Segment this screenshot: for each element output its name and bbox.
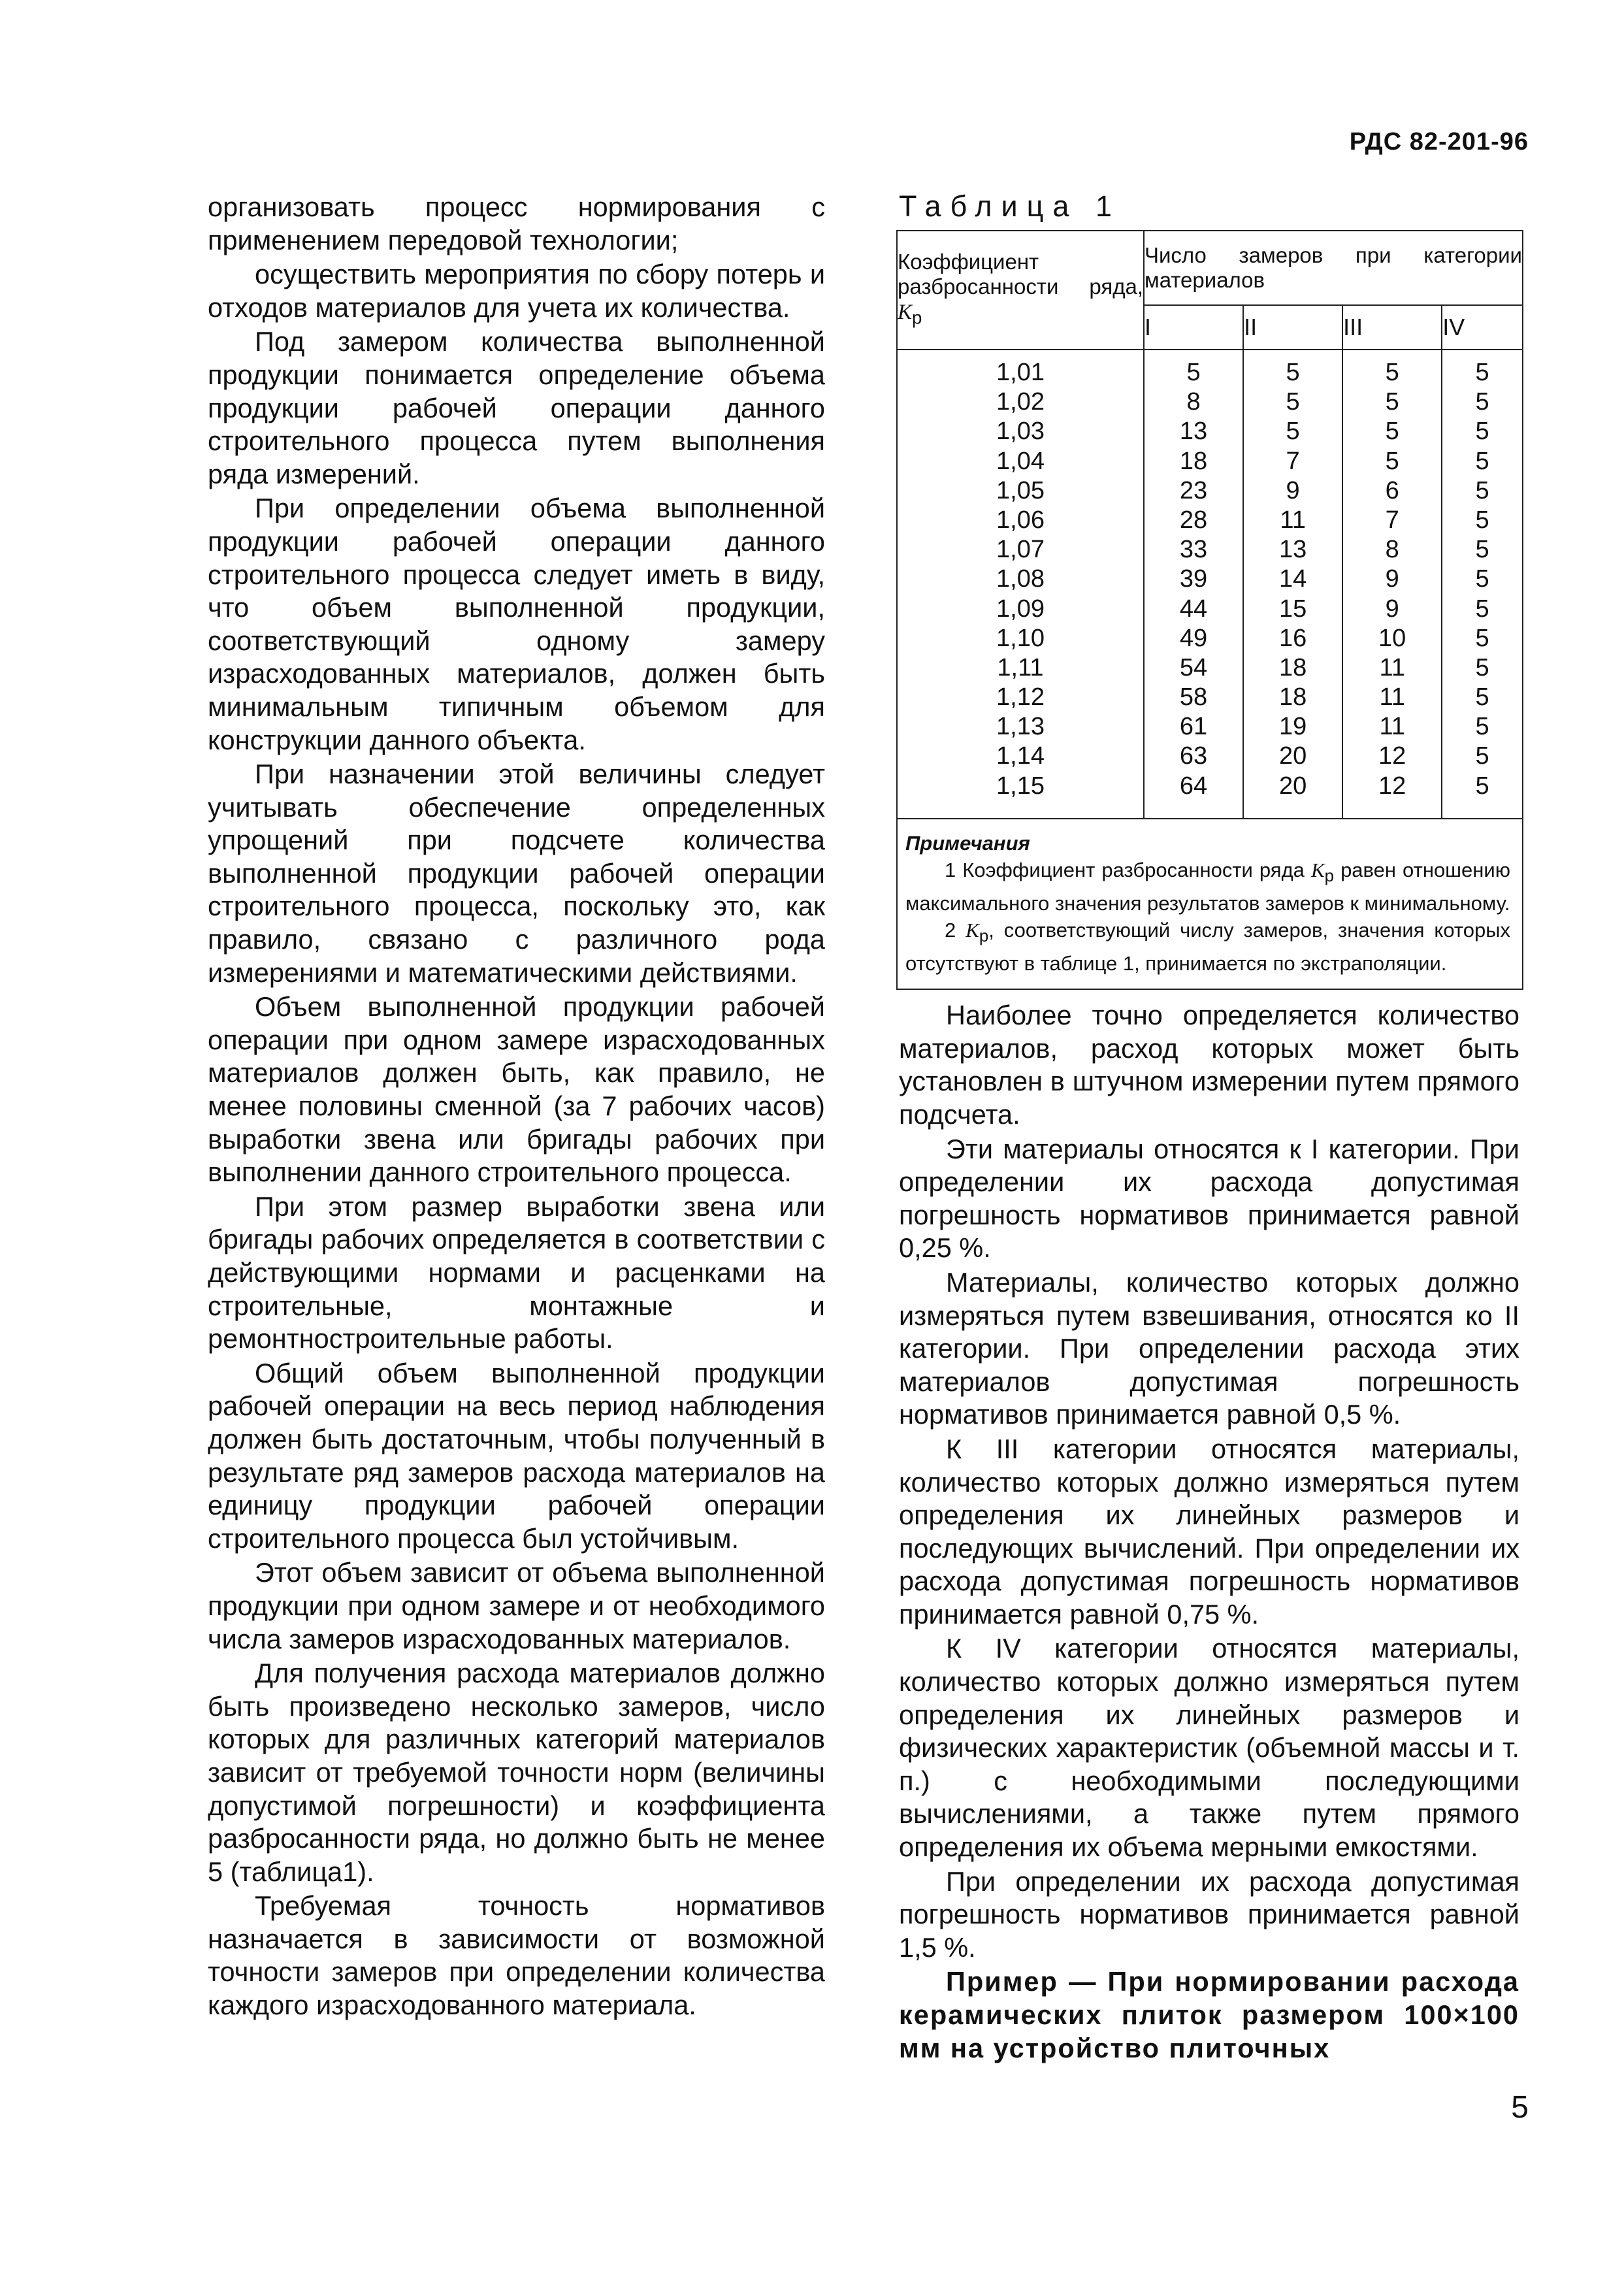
kp-subscript: р (1324, 867, 1335, 885)
table-cell: 1,06 (996, 506, 1045, 534)
table-cell: 63 (1179, 742, 1208, 770)
table-cell: 5 (1286, 359, 1300, 386)
table-cell: 5 (1475, 713, 1489, 741)
note-text: 1 Коэффициент разбросанности ряда (945, 858, 1305, 881)
table-cell: 1,08 (996, 565, 1045, 593)
table-cell: 11 (1379, 653, 1405, 681)
paragraph: Для получения расхода материалов должно быть произведено несколько замеров, число которых для различных категорий материалов зависит от требуемой точности норм (величины допустимой погрешности) и коэффициента разбросанности ряда, но должно быть не менее 5 (таблица1). (208, 1658, 825, 1887)
paragraph: К III категории относятся материалы, количество которых должно измеряться путем определения их линейных размеров и последующих вычислений. При определении их расхода допустимая погрешность нормативов принимается равной 0,75 %. (899, 1433, 1519, 1630)
table-cell: 5 (1475, 476, 1489, 504)
table-header-category: IV (1442, 305, 1523, 350)
table-cell: 5 (1475, 624, 1489, 652)
paragraph: организовать процесс нормирования с применением передовой технологии; (208, 191, 825, 255)
table-cell: 1,01 (996, 359, 1045, 386)
table-cell: 5 (1475, 447, 1489, 475)
table-cell: 39 (1179, 565, 1208, 593)
table-cell: 20 (1278, 742, 1307, 770)
right-text-column (898, 189, 1522, 2066)
paragraph: При определении их расхода допустимая погрешность нормативов принимается равной 1,5 %. (899, 1865, 1519, 1963)
table-cell: 1,04 (996, 447, 1045, 475)
paragraph: Наиболее точно определяется количество материалов, расход которых может быть установлен в штучном измерении путем прямого подсчета. (899, 1000, 1519, 1130)
table-column-kp (897, 350, 1144, 819)
table-cell: 5 (1186, 359, 1201, 386)
table-cell: 1,11 (997, 653, 1044, 681)
note-1 (905, 857, 1510, 917)
paragraph: Общий объем выполненной продукции рабочей операции на весь период наблюдения должен быть достаточным, чтобы полученный в результате ряд замеров расхода материалов на единицу продукции рабочей операции строительного процесса был устойчивым. (208, 1357, 825, 1554)
table-cell: 5 (1475, 683, 1489, 712)
table-cell: 8 (1186, 388, 1201, 416)
table-cell: 5 (1475, 565, 1489, 593)
table-cell: 10 (1378, 624, 1406, 652)
table-column-cat-i (1144, 350, 1243, 819)
table-cell: 5 (1475, 388, 1489, 416)
table-cell: 1,10 (996, 624, 1045, 652)
note-text: равен отношению максимального значения результатов замеров к минимальному. (905, 858, 1510, 915)
paragraph: К IV категории относятся материалы, количество которых должно измеряться путем определения их линейных размеров и физических характеристик (объемной массы и т. п.) с необходимыми последующими вычислениями, а также путем прямого определения их объема мерными емкостями. (899, 1633, 1519, 1863)
table-column-cat-iii (1342, 350, 1442, 819)
example-paragraph: Пример — При нормировании расхода керамических плиток размером 100×100 мм на устройство плиточных (899, 1966, 1519, 2063)
table-cell: 18 (1278, 653, 1307, 681)
table-cell: 1,07 (996, 536, 1045, 564)
kp-symbol: K (898, 301, 913, 325)
table-cell: 5 (1385, 447, 1399, 475)
table-cell: 16 (1278, 624, 1307, 652)
kp-symbol: K (966, 919, 979, 942)
note-text: , соответствующий числу замеров, значения которых отсутствуют в таблице 1, принимается по экстраполяции. (905, 919, 1511, 975)
table-cell: 1,09 (996, 595, 1045, 623)
document-code: РДС 82-201-96 (1349, 128, 1529, 156)
table-cell: 19 (1278, 713, 1307, 741)
paragraph: осуществить мероприятия по сбору потерь и отходов материалов для учета их количества. (208, 259, 825, 323)
notes-title: Примечания (905, 831, 1030, 855)
table-notes (897, 819, 1523, 989)
table-cell: 54 (1179, 653, 1208, 681)
table-header-category: III (1342, 305, 1442, 350)
note-2 (905, 917, 1510, 977)
paragraph: Под замером количества выполненной продукции понимается определение объема продукции рабочей операции данного строительного процесса путем выполнения ряда измерений. (208, 326, 825, 489)
table-cell: 44 (1179, 595, 1208, 623)
page-number: 5 (1511, 2090, 1529, 2125)
table-cell: 18 (1179, 447, 1208, 475)
table-cell: 7 (1286, 447, 1300, 475)
table-cell: 5 (1475, 653, 1489, 681)
table-cell: 6 (1385, 476, 1399, 504)
table-cell: 11 (1379, 683, 1405, 712)
paragraph: Объем выполненной продукции рабочей операции при одном замере израсходованных материалов должен быть, как правило, не менее половины сменной (за 7 рабочих часов) выработки звена или бригады рабочих при выполнении данного строительного процесса. (208, 991, 825, 1188)
table-cell: 33 (1179, 536, 1208, 564)
table-cell: 5 (1475, 772, 1489, 800)
table-cell: 5 (1385, 418, 1399, 446)
coefficient-table (896, 230, 1523, 990)
table-cell: 5 (1475, 595, 1489, 623)
table-cell: 1,03 (996, 418, 1045, 446)
kp-subscript: р (979, 927, 989, 946)
table-header-category: I (1144, 305, 1243, 350)
table-cell: 18 (1278, 683, 1307, 712)
table-cell: 64 (1179, 772, 1208, 800)
kp-subscript: р (912, 307, 922, 328)
table-cell: 28 (1179, 506, 1208, 534)
table-column-cat-iv (1442, 350, 1523, 819)
table-cell: 1,14 (996, 742, 1045, 770)
table-cell: 12 (1378, 742, 1406, 770)
table-cell: 1,12 (996, 683, 1045, 712)
paragraph: Эти материалы относятся к I категории. При определении их расхода допустимая погрешность нормативов принимается равной 0,25 %. (899, 1133, 1519, 1264)
table-cell: 5 (1475, 742, 1489, 770)
note-text: 2 (945, 919, 956, 942)
table-cell: 23 (1179, 476, 1208, 504)
table-cell: 61 (1179, 713, 1208, 741)
table-cell: 11 (1379, 713, 1405, 741)
table-cell: 5 (1475, 506, 1489, 534)
table-cell: 9 (1385, 595, 1399, 623)
table-header-group: Число замеров при категории материалов (1144, 231, 1523, 305)
table-cell: 58 (1179, 683, 1208, 712)
table-cell: 12 (1378, 772, 1406, 800)
paragraph: При определении объема выполненной продукции рабочей операции данного строительного процесса следует иметь в виду, что объем выполненной продукции, соответствующий одному замеру израсходованных материалов, должен быть минимальным типичным объемом для конструкции данного объекта. (208, 493, 825, 755)
paragraph: При назначении этой величины следует учитывать обеспечение определенных упрощений при подсчете количества выполненной продукции рабочей операции строительного процесса, поскольку это, как правило, связано с различного рода измерениями и математическими действиями. (208, 759, 825, 988)
table-cell: 5 (1475, 418, 1489, 446)
paragraph: Материалы, количество которых должно измеряться путем взвешивания, относятся ко II категории. При определении расхода этих материалов допустимая погрешность нормативов принимается равной 0,5 %. (899, 1266, 1519, 1430)
table-cell: 11 (1280, 506, 1306, 534)
table-cell: 5 (1286, 418, 1300, 446)
table-cell: 8 (1385, 536, 1399, 564)
table-cell: 9 (1286, 476, 1300, 504)
table-cell: 1,13 (996, 713, 1045, 741)
header-text: Коэффициент разбросанности ряда, (898, 250, 1143, 299)
table-cell: 9 (1385, 565, 1399, 593)
table-cell: 20 (1278, 772, 1307, 800)
table-cell: 15 (1278, 595, 1307, 623)
table-cell: 14 (1278, 565, 1307, 593)
kp-symbol: K (1310, 858, 1325, 881)
paragraph: При этом размер выработки звена или бригады рабочих определяется в соответствии с действующими нормами и расценками на строительные, монтажные и ремонтностроительные работы. (208, 1190, 825, 1354)
table-column-cat-ii (1243, 350, 1342, 819)
table-cell: 5 (1286, 388, 1300, 416)
table-caption: Таблица 1 (899, 189, 1121, 223)
table-cell: 5 (1475, 536, 1489, 564)
table-header-coefficient (897, 231, 1144, 350)
table-cell: 5 (1385, 359, 1399, 386)
table-cell: 1,15 (996, 772, 1045, 800)
table-cell: 7 (1385, 506, 1399, 534)
table-cell: 13 (1278, 536, 1307, 564)
table-header-category: II (1243, 305, 1342, 350)
paragraph: Требуемая точность нормативов назначается в зависимости от возможной точности замеров при определении количества каждого израсходованного материала. (208, 1890, 825, 2021)
table-cell: 13 (1179, 418, 1208, 446)
left-text-column (208, 191, 825, 2024)
table-cell: 5 (1385, 388, 1399, 416)
table-cell: 5 (1475, 359, 1489, 386)
table-cell: 1,02 (996, 388, 1045, 416)
table-cell: 49 (1179, 624, 1208, 652)
table-cell: 1,05 (996, 476, 1045, 504)
paragraph: Этот объем зависит от объема выполненной продукции при одном замере и от необходимого числа замеров израсходованных материалов. (208, 1557, 825, 1654)
